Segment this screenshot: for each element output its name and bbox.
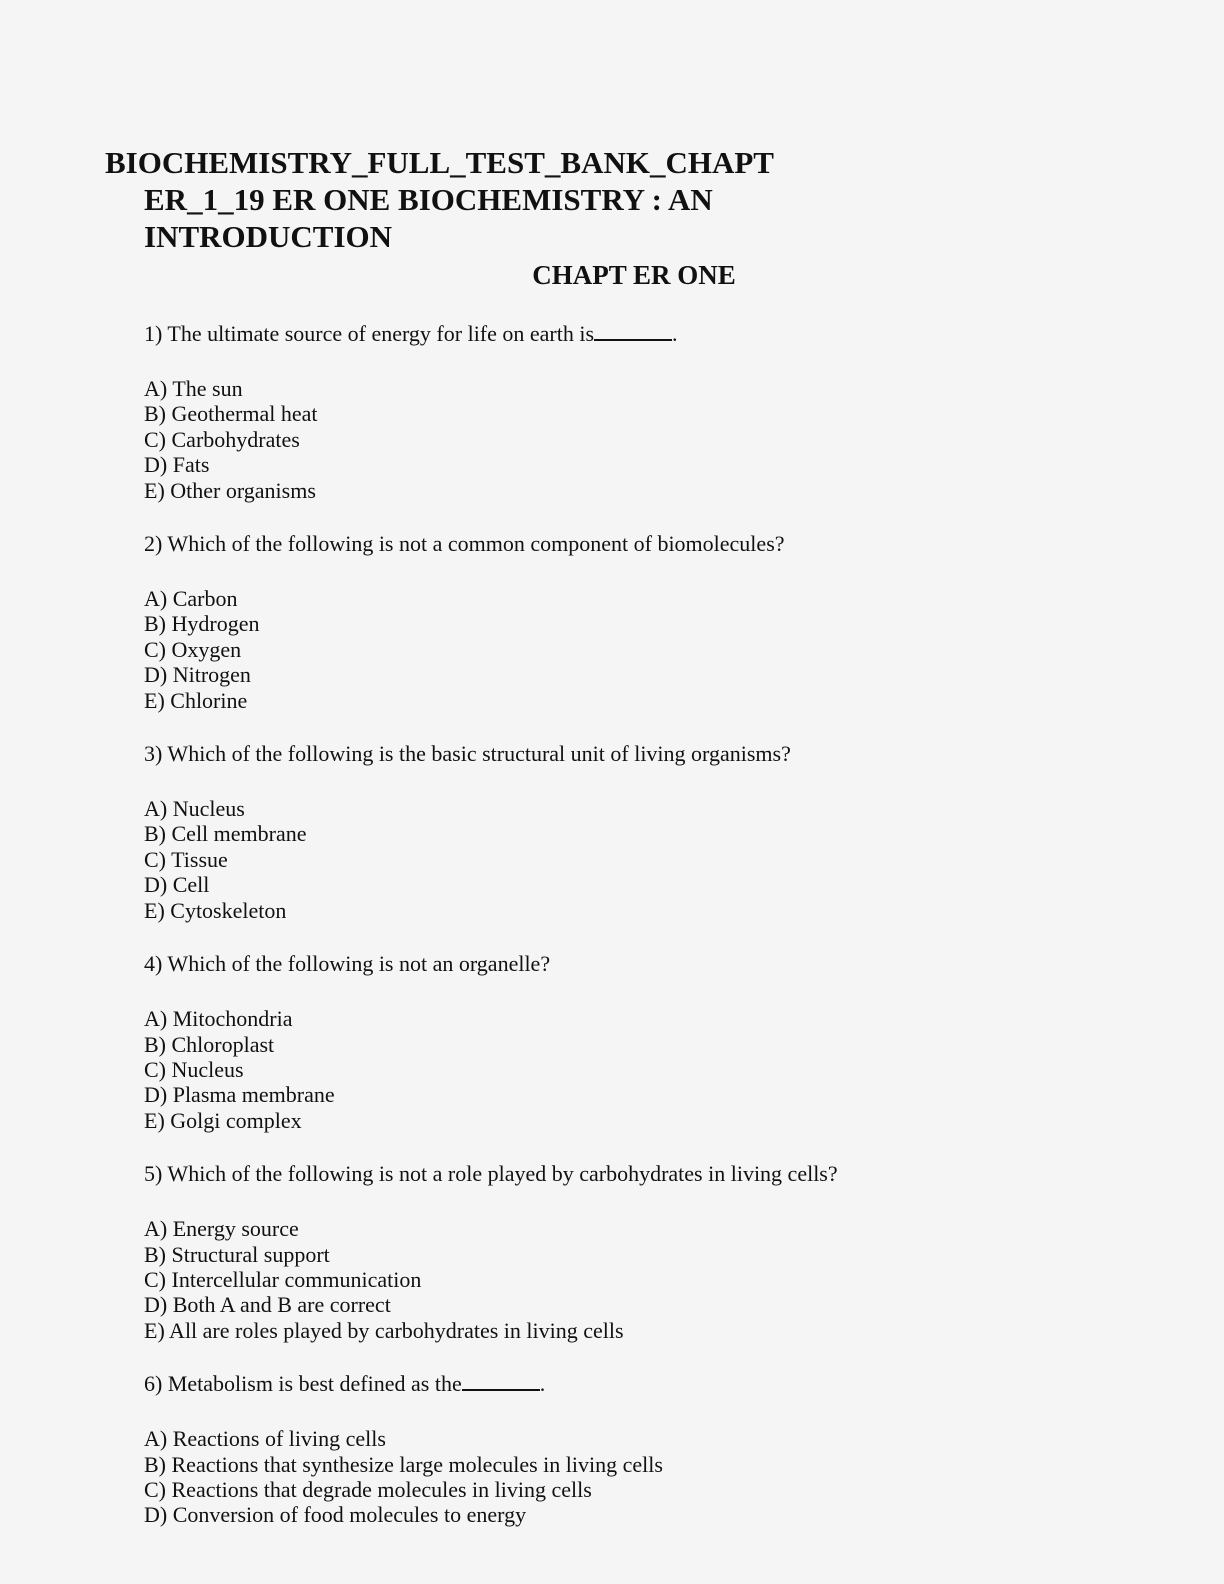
option-item: B) Chloroplast [144, 1031, 275, 1057]
answer-blank [594, 321, 672, 341]
question-list [144, 321, 1144, 1556]
option-item: B) Reactions that synthesize large molecules in living cells [144, 1451, 663, 1477]
option-item: D) Both A and B are correct [144, 1292, 391, 1318]
option-item: A) Nucleus [144, 796, 245, 822]
option-item: A) Energy source [144, 1216, 299, 1242]
option-item: D) Fats [144, 452, 210, 478]
question-text: 2) Which of the following is not a common component of biomolecules? [144, 531, 785, 557]
question-5 [144, 1161, 1144, 1343]
option-item: C) Carbohydrates [144, 426, 300, 452]
answer-options [144, 376, 1144, 503]
question-3 [144, 741, 1144, 923]
option-item: C) Tissue [144, 846, 228, 872]
option-item: E) All are roles played by carbohydrates in living cells [144, 1317, 624, 1343]
title-line-2: ER_1_19 ER ONE BIOCHEMISTRY : AN [144, 182, 713, 217]
option-item: A) Mitochondria [144, 1006, 293, 1032]
option-item: D) Cell [144, 872, 210, 898]
question-text: 3) Which of the following is the basic structural unit of living organisms? [144, 741, 791, 767]
question-4 [144, 951, 1144, 1133]
option-item: E) Golgi complex [144, 1107, 302, 1133]
option-item: D) Conversion of food molecules to energy [144, 1502, 527, 1528]
option-item: C) Intercellular communication [144, 1266, 422, 1292]
option-item: A) Carbon [144, 586, 238, 612]
option-item: C) Nucleus [144, 1056, 244, 1082]
option-item: C) Oxygen [144, 636, 242, 662]
title-line-1: BIOCHEMISTRY_FULL_TEST_BANK_CHAPT [105, 145, 774, 180]
question-text: 1) The ultimate source of energy for life on earth is . [144, 321, 678, 346]
answer-options [144, 1216, 1144, 1343]
answer-options [144, 586, 1144, 713]
option-item: B) Geothermal heat [144, 401, 318, 427]
option-item: B) Cell membrane [144, 821, 307, 847]
question-text: 5) Which of the following is not a role played by carbohydrates in living cells? [144, 1161, 838, 1187]
question-text: 6) Metabolism is best defined as the . [144, 1371, 546, 1397]
answer-options [144, 1006, 1144, 1133]
question-6 [144, 1371, 1144, 1528]
option-item: E) Chlorine [144, 687, 248, 713]
document-title [105, 144, 825, 255]
option-item: D) Nitrogen [144, 662, 251, 688]
option-item: E) Other organisms [144, 477, 316, 503]
option-item: B) Structural support [144, 1241, 330, 1267]
option-item: A) Reactions of living cells [144, 1426, 386, 1452]
answer-blank [462, 1371, 540, 1391]
option-item: C) Reactions that degrade molecules in living cells [144, 1476, 592, 1502]
answer-options [144, 796, 1144, 923]
question-text: 4) Which of the following is not an organelle? [144, 951, 551, 977]
question-2 [144, 531, 1144, 713]
option-item: E) Cytoskeleton [144, 897, 287, 923]
title-line-3: INTRODUCTION [144, 219, 393, 254]
answer-options [144, 1426, 1144, 1528]
chapter-heading: CHAPT ER ONE [532, 260, 736, 290]
option-item: A) The sun [144, 376, 243, 401]
question-1 [144, 321, 1144, 503]
option-item: D) Plasma membrane [144, 1082, 335, 1108]
option-item: B) Hydrogen [144, 611, 260, 637]
